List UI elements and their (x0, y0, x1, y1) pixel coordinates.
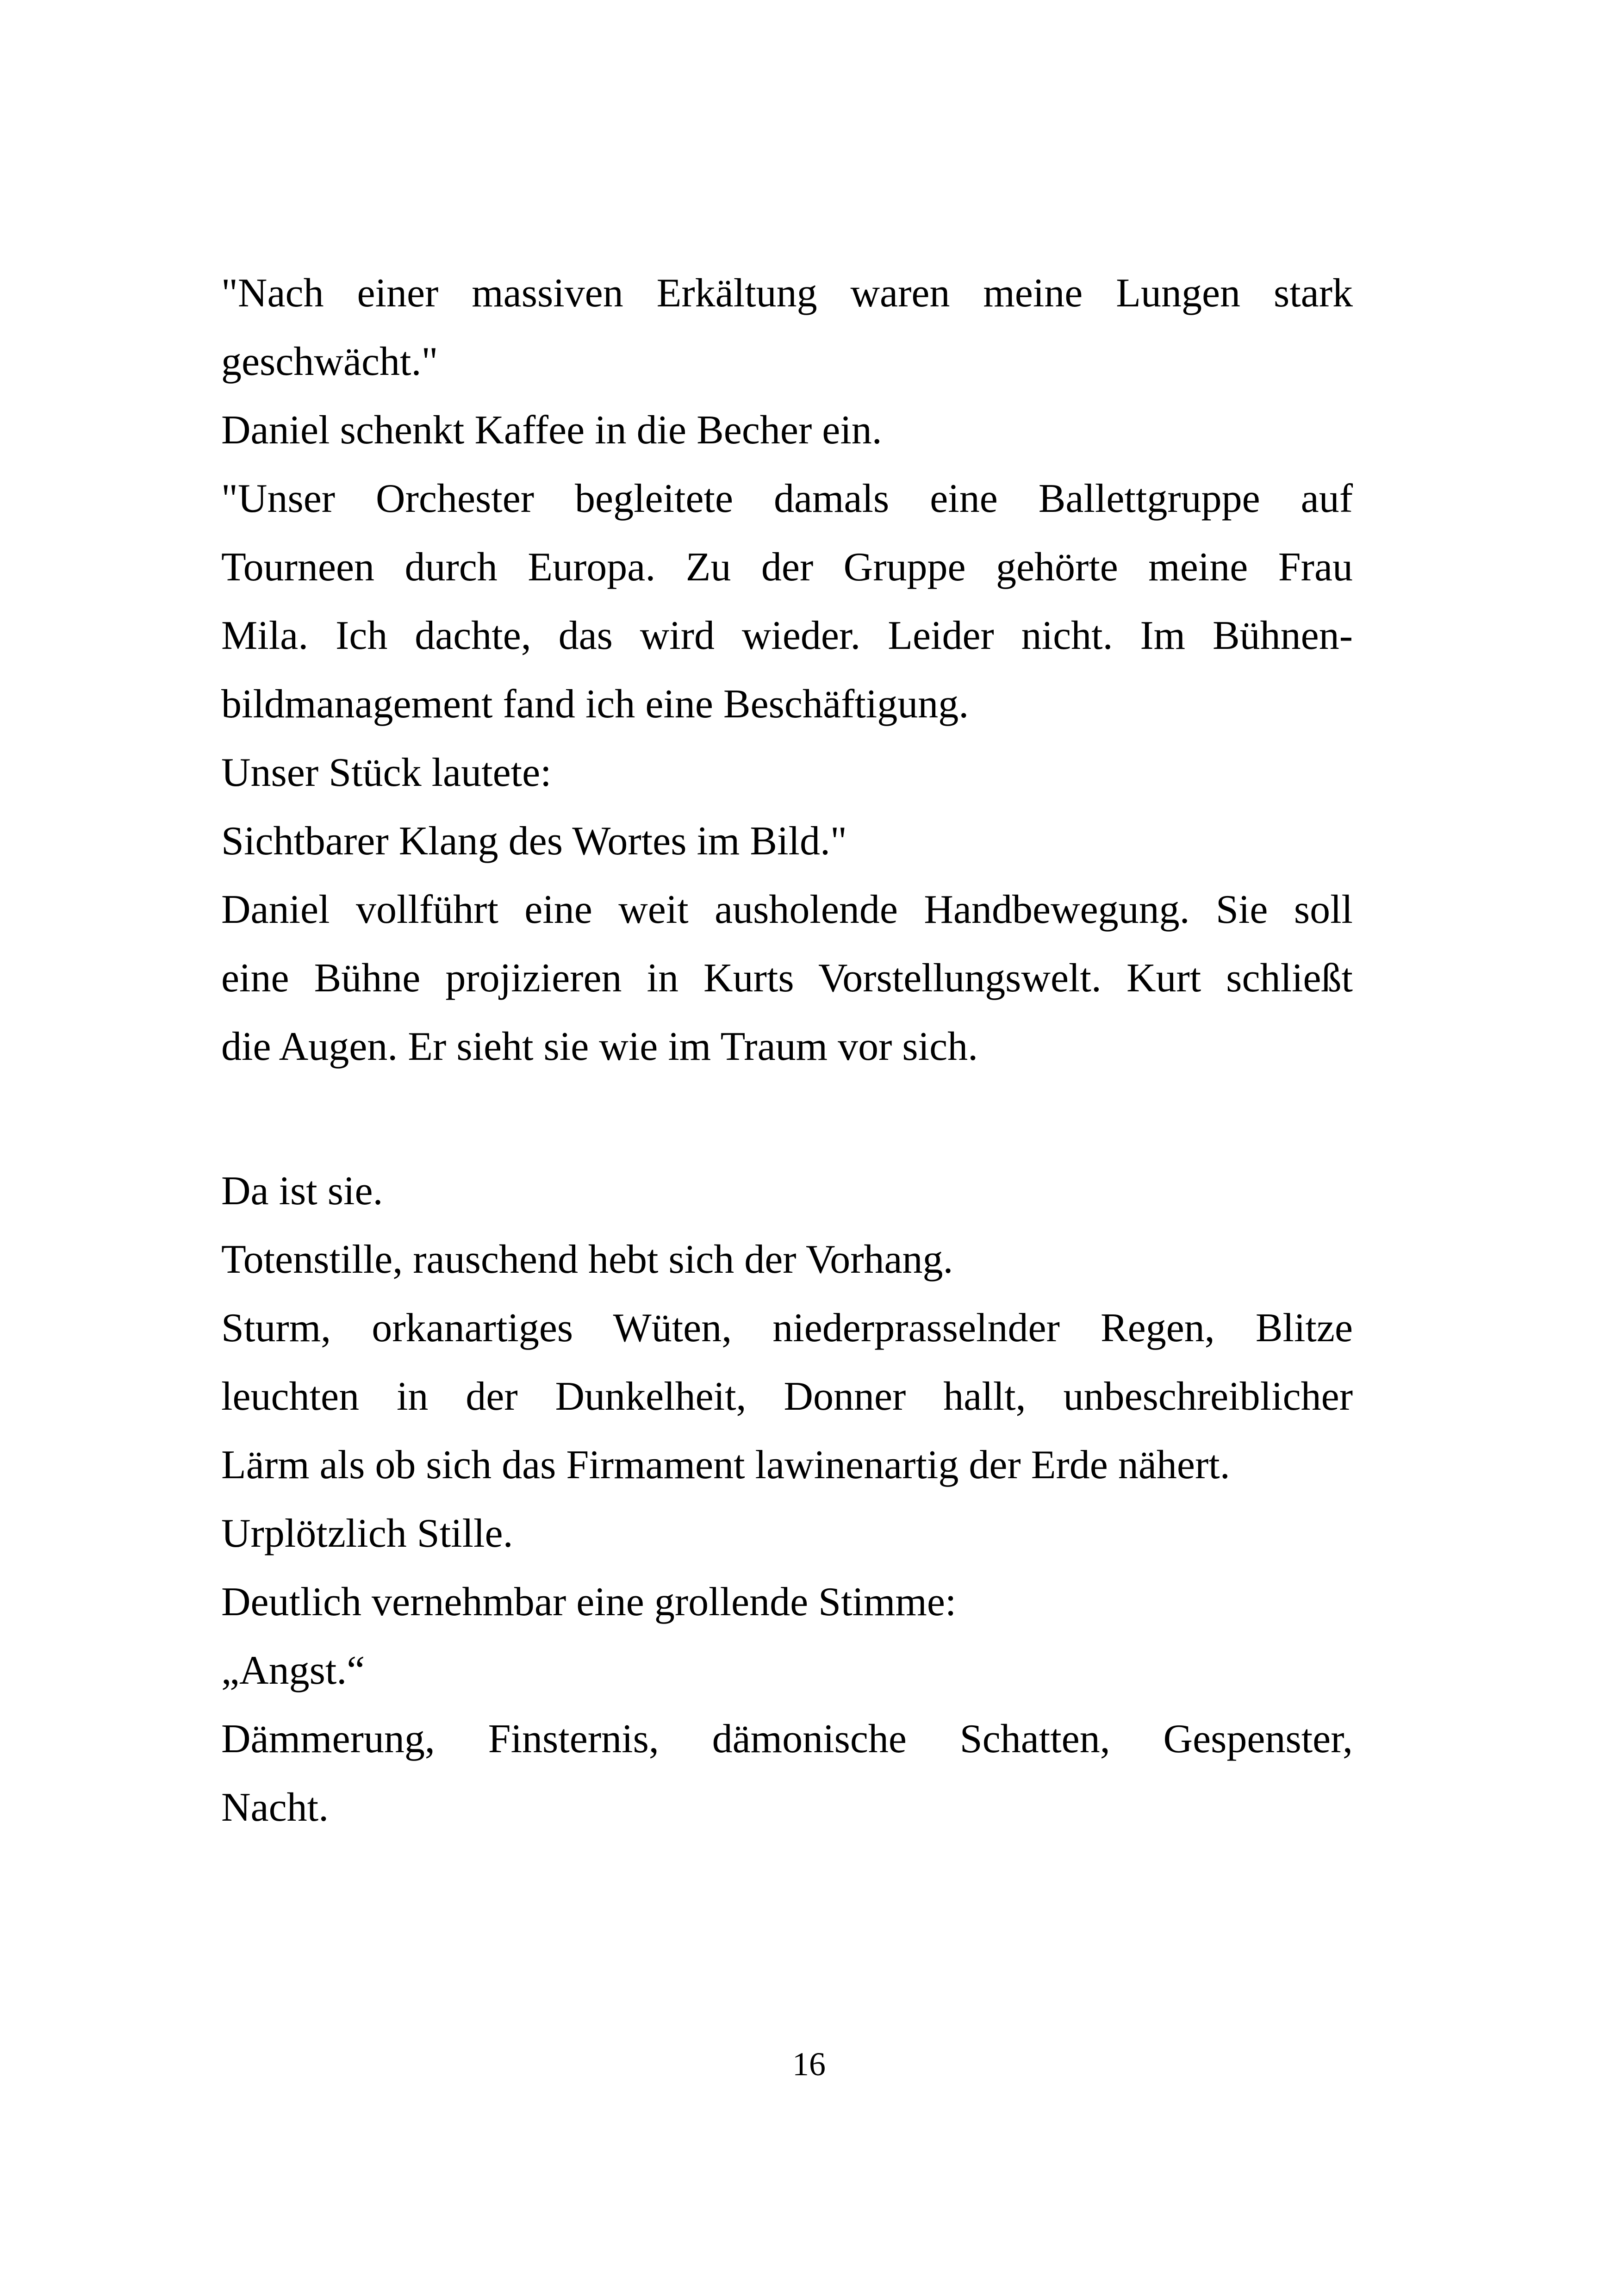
text-line: Deutlich vernehmbar eine grollende Stimme: (221, 1580, 957, 1624)
text-line: bildmanagement fand ich eine Beschäftigung. (221, 682, 969, 727)
text-line: Unser Stück lautete: (221, 750, 552, 795)
text-line: Mila. Ich dachte, das wird wieder. Leider nicht. Im Bühnen- (221, 613, 1353, 658)
text-line: "Unser Orchester begleitete damals eine Ballettgruppe auf (221, 476, 1353, 521)
text-line: Nacht. (221, 1785, 329, 1830)
page-number: 16 (792, 2046, 826, 2083)
text-line: Lärm als ob sich das Firmament lawinenartig der Erde nähert. (221, 1443, 1230, 1487)
text-line: Sturm, orkanartiges Wüten, niederprasselnder Regen, Blitze (221, 1306, 1353, 1350)
paragraph-block-1 (221, 259, 1353, 1081)
text-line: "Nach einer massiven Erkältung waren meine Lungen stark (221, 271, 1353, 316)
text-line: eine Bühne projizieren in Kurts Vorstellungswelt. Kurt schließt (221, 956, 1353, 1001)
text-line: Daniel vollführt eine weit ausholende Handbewegung. Sie soll (221, 887, 1353, 932)
text-line: Sichtbarer Klang des Wortes im Bild." (221, 819, 847, 864)
text-line: geschwächt." (221, 339, 438, 384)
text-line: Urplötzlich Stille. (221, 1511, 513, 1556)
paragraph-block-2 (221, 1157, 1353, 1842)
text-line: Totenstille, rauschend hebt sich der Vorhang. (221, 1237, 953, 1282)
text-line: die Augen. Er sieht sie wie im Traum vor sich. (221, 1024, 978, 1069)
text-line: „Angst.“ (221, 1648, 365, 1693)
text-line: Tourneen durch Europa. Zu der Gruppe gehörte meine Frau (221, 545, 1353, 590)
text-line: Daniel schenkt Kaffee in die Becher ein. (221, 408, 882, 453)
text-line: Dämmerung, Finsternis, dämonische Schatten, Gespenster, (221, 1717, 1353, 1761)
text-line: Da ist sie. (221, 1169, 383, 1213)
text-line: leuchten in der Dunkelheit, Donner hallt, unbeschreiblicher (221, 1374, 1353, 1419)
